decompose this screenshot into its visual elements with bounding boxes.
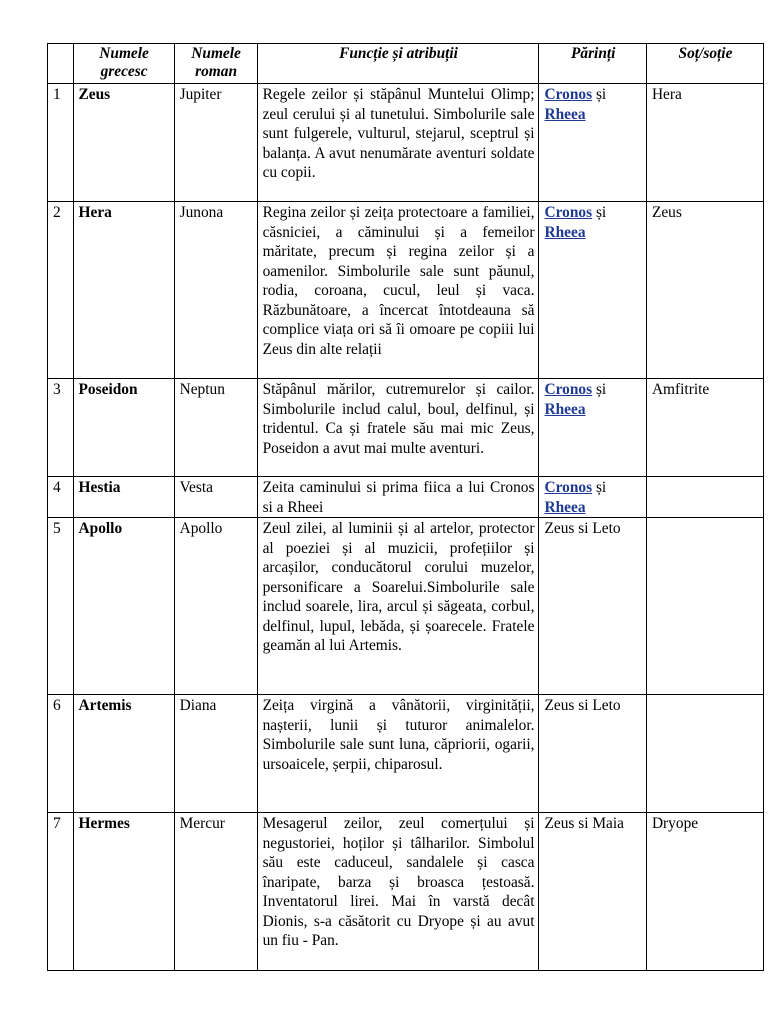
spouse: Hera xyxy=(646,84,763,202)
roman-name: Jupiter xyxy=(174,84,257,202)
parents-cell xyxy=(539,477,646,518)
parents-cell xyxy=(539,379,646,477)
roman-name: Junona xyxy=(174,202,257,379)
gods-table xyxy=(47,43,764,971)
greek-name: Hera xyxy=(73,202,174,379)
row-number: 1 xyxy=(48,84,74,202)
function-text: Regina zeilor și zeița protectoare a familiei, căsniciei, a căminului și a femeilor măritate, precum și regina zeilor și a oamenilor. Simbolurile sale sunt păunul, rodia, coroana, cucul, leul și vaca. Răzbunătoare, a încercat întotdeauna să complice viața ori să îi omoare pe copiii lui Zeus din alte relații xyxy=(257,202,539,379)
row-number: 2 xyxy=(48,202,74,379)
greek-name: Zeus xyxy=(73,84,174,202)
parents-conjunction: și xyxy=(592,381,607,398)
table-row xyxy=(48,379,764,477)
row-number: 7 xyxy=(48,813,74,971)
spouse xyxy=(646,518,763,695)
function-text: Regele zeilor și stăpânul Muntelui Olimp; zeul cerului și al tunetului. Simbolurile sale sunt fulgerele, vulturul, stejarul, sceptrul și balanța. A avut nenumărate aventuri soldate cu copii. xyxy=(257,84,539,202)
table-row xyxy=(48,477,764,518)
greek-name: Hermes xyxy=(73,813,174,971)
roman-name: Mercur xyxy=(174,813,257,971)
roman-name: Apollo xyxy=(174,518,257,695)
header-row xyxy=(48,44,764,84)
roman-name: Neptun xyxy=(174,379,257,477)
spouse xyxy=(646,477,763,518)
parents-text: Zeus si Leto xyxy=(539,518,646,695)
table-row xyxy=(48,202,764,379)
function-text: Stăpânul mărilor, cutremurelor și cailor. Simbolurile includ calul, boul, delfinul, și tridentul. Ca și fratele său mai mic Zeus, Poseidon a avut mai multe aventuri. xyxy=(257,379,539,477)
greek-name: Hestia xyxy=(73,477,174,518)
link-cronos[interactable]: Cronos xyxy=(544,204,593,221)
link-rheea[interactable]: Rheea xyxy=(544,223,586,241)
parents-text: Zeus si Leto xyxy=(539,695,646,813)
header-function: Funcție și atribuții xyxy=(257,44,539,84)
parents-conjunction: și xyxy=(592,479,607,496)
table-row xyxy=(48,813,764,971)
link-rheea[interactable]: Rheea xyxy=(544,400,586,418)
greek-name: Apollo xyxy=(73,518,174,695)
function-text: Zeița virgină a vânătorii, virginității, nașterii, lunii și tuturor animalelor. Simbolurile sale sunt luna, căpriorii, ogarii, ursoaicele, șerpii, chiparosul. xyxy=(257,695,539,813)
link-rheea[interactable]: Rheea xyxy=(544,105,586,123)
function-text: Mesagerul zeilor, zeul comerțului și negustoriei, hoților și tâlharilor. Simbolul său este caduceul, sandalele și casca înaripate, barza și broasca țestoasă. Inventatorul lirei. Mai în varstă decât Dionis, s-a căsătorit cu Dryope și au avut un fiu - Pan. xyxy=(257,813,539,971)
greek-name: Artemis xyxy=(73,695,174,813)
roman-name: Diana xyxy=(174,695,257,813)
parents-conjunction: și xyxy=(592,204,607,221)
spouse xyxy=(646,695,763,813)
header-spouse: Soț/soție xyxy=(646,44,763,84)
spouse: Amfitrite xyxy=(646,379,763,477)
parents-text: Zeus si Maia xyxy=(539,813,646,971)
link-rheea[interactable]: Rheea xyxy=(544,498,586,516)
parents-cell xyxy=(539,202,646,379)
header-parents: Părinți xyxy=(539,44,646,84)
row-number: 6 xyxy=(48,695,74,813)
roman-name: Vesta xyxy=(174,477,257,518)
link-cronos[interactable]: Cronos xyxy=(544,86,593,103)
row-number: 3 xyxy=(48,379,74,477)
link-cronos[interactable]: Cronos xyxy=(544,381,593,398)
function-text: Zeul zilei, al luminii și al artelor, protector al poeziei și al muzicii, profețiilor și arcașilor, conducătorul corului muzelor, personificare a Soarelui.Simbolurile sale includ soarele, lira, arcul și săgeata, corbul, delfinul, lupul, lebăda, și șoarecele. Fratele geamăn al lui Artemis. xyxy=(257,518,539,695)
parents-cell xyxy=(539,84,646,202)
parents-conjunction: și xyxy=(592,86,607,103)
link-cronos[interactable]: Cronos xyxy=(544,479,593,496)
table-row xyxy=(48,84,764,202)
table-row xyxy=(48,695,764,813)
row-number: 5 xyxy=(48,518,74,695)
function-text: Zeita caminului si prima fiica a lui Cronos si a Rheei xyxy=(257,477,539,518)
greek-name: Poseidon xyxy=(73,379,174,477)
header-number xyxy=(48,44,74,84)
table-row xyxy=(48,518,764,695)
header-roman-name: Numele roman xyxy=(174,44,257,84)
spouse: Dryope xyxy=(646,813,763,971)
header-greek-name: Numele grecesc xyxy=(73,44,174,84)
row-number: 4 xyxy=(48,477,74,518)
spouse: Zeus xyxy=(646,202,763,379)
